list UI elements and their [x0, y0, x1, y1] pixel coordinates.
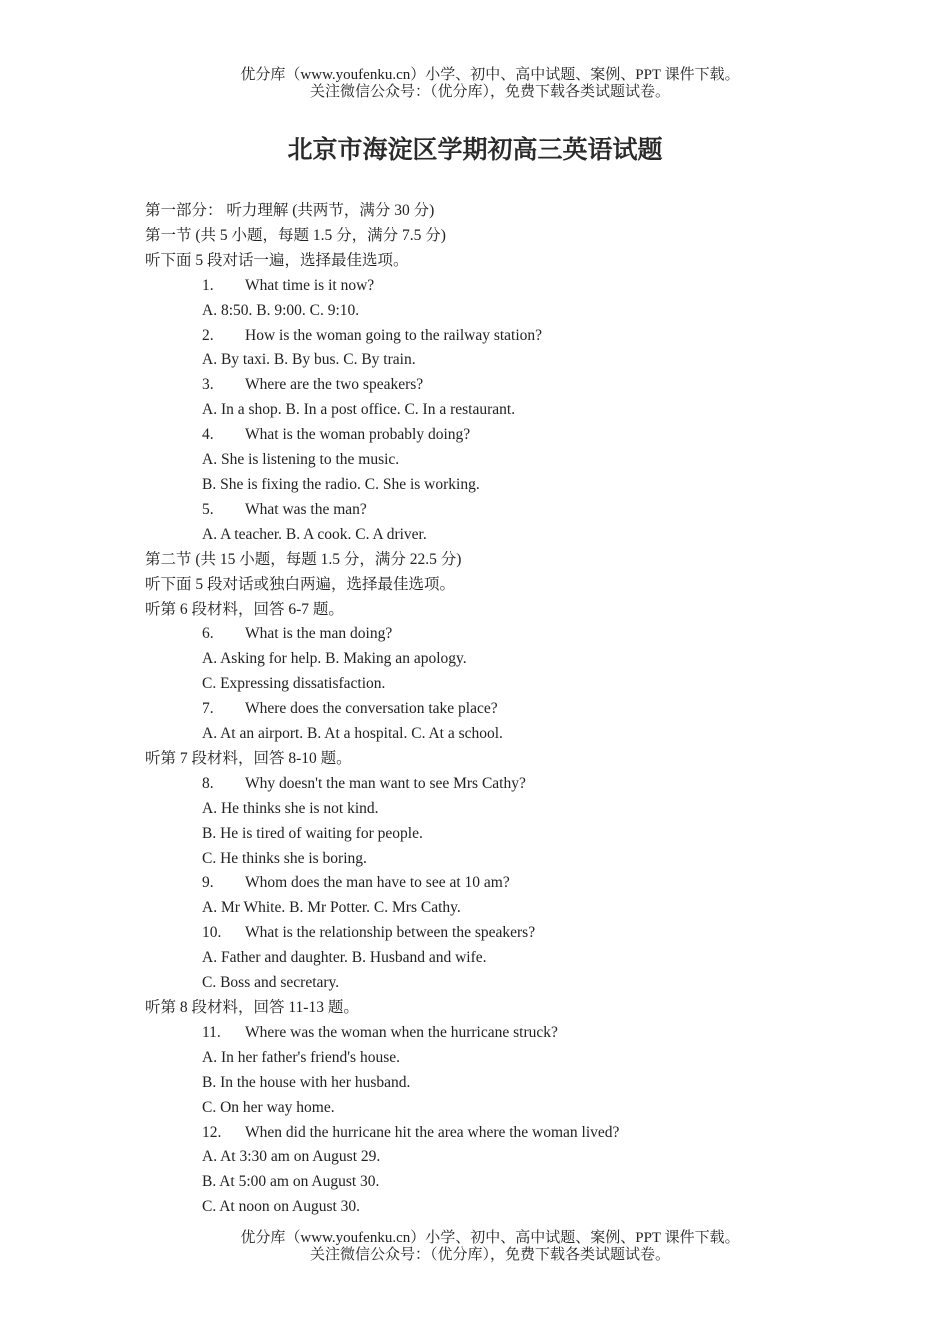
answer-options: A. Mr White. B. Mr Potter. C. Mrs Cathy. [202, 899, 461, 917]
question-text: What time is it now? [245, 276, 375, 294]
question-text: Why doesn't the man want to see Mrs Cathy? [245, 774, 526, 792]
question-text: What is the man doing? [245, 625, 393, 643]
answer-option: A. She is listening to the music. [202, 451, 400, 469]
question [145, 324, 845, 349]
question-number: 8. [202, 774, 214, 792]
material-heading: 听第 8 段材料，回答 11-13 题。 [145, 999, 359, 1016]
question-number: 4. [202, 426, 214, 444]
question [145, 423, 845, 448]
question-text: How is the woman going to the railway station? [245, 326, 543, 344]
question-text: What is the woman probably doing? [245, 426, 471, 444]
question [145, 274, 845, 299]
question [145, 772, 845, 797]
question-number: 9. [202, 874, 214, 892]
answer-option: B. He is tired of waiting for people. [202, 824, 423, 842]
question-text: When did the hurricane hit the area where the woman lived? [245, 1123, 620, 1141]
question-text: What is the relationship between the speakers? [245, 924, 536, 942]
question-number: 12. [202, 1123, 222, 1141]
question [145, 697, 845, 722]
header-line-1: 优分库（www.youfenku.cn）小学、初中、高中试题、案例、PPT 课件下载。 [240, 67, 740, 83]
question [145, 498, 845, 523]
footer-line-1: 优分库（www.youfenku.cn）小学、初中、高中试题、案例、PPT 课件下载。 [240, 1230, 740, 1246]
question [145, 622, 845, 647]
answer-options: A. At an airport. B. At a hospital. C. At a school. [202, 725, 503, 743]
document-body [145, 199, 845, 1220]
question [145, 921, 845, 946]
answer-options: A. Asking for help. B. Making an apology. [202, 650, 467, 668]
question-text: Where was the woman when the hurricane struck? [245, 1023, 558, 1041]
section-heading: 第一节 (共 5 小题，每题 1.5 分，满分 7.5 分) [145, 226, 446, 244]
answer-option: C. On her way home. [202, 1098, 335, 1116]
question-number: 6. [202, 625, 214, 643]
question [145, 871, 845, 896]
answer-option: B. In the house with her husband. [202, 1073, 411, 1091]
question-text: Whom does the man have to see at 10 am? [245, 874, 510, 892]
answer-option: A. At 3:30 am on August 29. [202, 1148, 381, 1166]
answer-options: B. She is fixing the radio. C. She is working. [202, 475, 480, 493]
answer-option: C. He thinks she is boring. [202, 849, 367, 867]
question-number: 2. [202, 326, 214, 344]
answer-option: A. In her father's friend's house. [202, 1048, 400, 1066]
answer-options: A. Father and daughter. B. Husband and wife. [202, 949, 487, 967]
question-number: 7. [202, 700, 214, 718]
question-text: Where are the two speakers? [245, 376, 424, 394]
answer-option: C. Boss and secretary. [202, 974, 340, 992]
question [145, 373, 845, 398]
question-number: 3. [202, 376, 214, 394]
part-heading: 第一部分： 听力理解 (共两节，满分 30 分) [145, 202, 435, 219]
question-number: 1. [202, 276, 214, 294]
page-header [0, 67, 950, 101]
material-heading: 听第 6 段材料，回答 6-7 题。 [145, 600, 344, 618]
question [145, 1021, 845, 1046]
section-instructions: 听下面 5 段对话一遍，选择最佳选项。 [145, 251, 409, 269]
question-number: 10. [202, 924, 222, 942]
material-heading: 听第 7 段材料，回答 8-10 题。 [145, 749, 352, 767]
page-footer [0, 1230, 950, 1264]
question-number: 11. [202, 1023, 221, 1041]
question-text: Where does the conversation take place? [245, 700, 498, 718]
answer-option: B. At 5:00 am on August 30. [202, 1173, 380, 1191]
answer-option: A. He thinks she is not kind. [202, 799, 379, 817]
answer-option: C. At noon on August 30. [202, 1198, 361, 1216]
answer-options: A. By taxi. B. By bus. C. By train. [202, 351, 416, 369]
answer-option: C. Expressing dissatisfaction. [202, 675, 386, 693]
answer-options: A. In a shop. B. In a post office. C. In a restaurant. [202, 401, 516, 419]
header-line-2: 关注微信公众号：（优分库），免费下载各类试题试卷。 [309, 84, 670, 100]
section-heading: 第二节 (共 15 小题，每题 1.5 分，满分 22.5 分) [145, 550, 462, 568]
answer-options: A. A teacher. B. A cook. C. A driver. [202, 525, 427, 543]
document-title: 北京市海淀区学期初高三英语试题 [287, 135, 663, 164]
question [145, 1121, 845, 1146]
question-number: 5. [202, 500, 214, 518]
section-instructions: 听下面 5 段对话或独白两遍，选择最佳选项。 [145, 575, 456, 593]
answer-options: A. 8:50. B. 9:00. C. 9:10. [202, 301, 360, 319]
question-text: What was the man? [245, 500, 367, 518]
footer-line-2: 关注微信公众号：（优分库），免费下载各类试题试卷。 [309, 1247, 670, 1263]
